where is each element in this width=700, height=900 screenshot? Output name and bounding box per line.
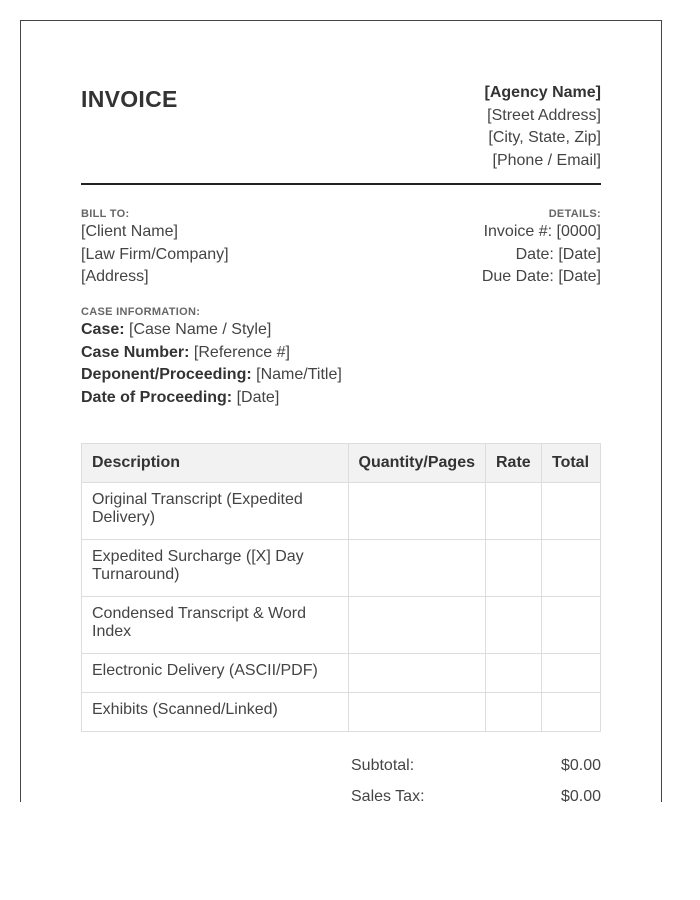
table-row bbox=[82, 597, 601, 654]
bill-to-label: BILL TO: bbox=[81, 208, 130, 220]
invoice-content bbox=[81, 21, 601, 802]
col-description: Description bbox=[82, 444, 349, 483]
item-quantity bbox=[348, 483, 485, 540]
table-row bbox=[82, 654, 601, 693]
item-rate bbox=[486, 654, 542, 693]
sales-tax-label: Sales Tax: bbox=[351, 788, 425, 802]
invoice-date: Date: [Date] bbox=[515, 245, 601, 263]
invoice-number: Invoice #: [0000] bbox=[483, 223, 601, 240]
totals-block bbox=[351, 757, 601, 802]
item-rate bbox=[486, 597, 542, 654]
item-quantity bbox=[348, 597, 485, 654]
case-info-label: CASE INFORMATION: bbox=[81, 306, 201, 318]
deponent-value: [Name/Title] bbox=[251, 366, 342, 383]
deponent-label: Deponent/Proceeding: bbox=[81, 366, 252, 383]
deponent-row bbox=[81, 364, 601, 387]
agency-city: [City, State, Zip] bbox=[488, 129, 601, 146]
proceeding-date-row bbox=[81, 387, 601, 410]
col-quantity: Quantity/Pages bbox=[348, 444, 485, 483]
case-label: Case: bbox=[81, 321, 125, 338]
agency-contact: [Phone / Email] bbox=[492, 151, 601, 169]
item-description: Electronic Delivery (ASCII/PDF) bbox=[82, 654, 349, 693]
sales-tax-value: $0.00 bbox=[560, 788, 601, 802]
law-firm: [Law Firm/Company] bbox=[81, 245, 229, 263]
item-quantity bbox=[348, 693, 485, 732]
item-description: Original Transcript (Expedited Delivery) bbox=[82, 483, 349, 540]
due-date: Due Date: [Date] bbox=[481, 268, 601, 285]
sales-tax-row bbox=[351, 788, 601, 802]
item-total bbox=[541, 597, 600, 654]
item-total bbox=[541, 693, 600, 732]
invoice-page bbox=[20, 20, 662, 802]
item-rate bbox=[486, 540, 542, 597]
subtotal-value: $0.00 bbox=[560, 757, 601, 774]
invoice-title: INVOICE bbox=[81, 86, 178, 112]
agency-name: [Agency Name] bbox=[484, 84, 601, 101]
agency-street: [Street Address] bbox=[487, 106, 601, 124]
details-block bbox=[482, 207, 601, 289]
table-row bbox=[82, 693, 601, 732]
item-rate bbox=[486, 693, 542, 732]
agency-block bbox=[485, 82, 601, 172]
item-rate bbox=[486, 483, 542, 540]
item-description: Condensed Transcript & Word Index bbox=[82, 597, 349, 654]
case-value: [Case Name / Style] bbox=[124, 321, 272, 338]
item-quantity bbox=[348, 540, 485, 597]
case-number-row bbox=[81, 342, 601, 365]
item-quantity bbox=[348, 654, 485, 693]
col-total: Total bbox=[541, 444, 600, 483]
subtotal-row bbox=[351, 757, 601, 788]
table-row bbox=[82, 540, 601, 597]
item-description: Exhibits (Scanned/Linked) bbox=[82, 693, 349, 732]
table-row bbox=[82, 483, 601, 540]
item-total bbox=[541, 540, 600, 597]
client-name: [Client Name] bbox=[81, 223, 178, 240]
subtotal-label: Subtotal: bbox=[351, 757, 415, 774]
case-row bbox=[81, 319, 601, 342]
bill-details-row bbox=[81, 185, 601, 305]
bill-to-block bbox=[81, 207, 229, 289]
invoice-header bbox=[81, 21, 601, 185]
item-description: Expedited Surcharge ([X] Day Turnaround) bbox=[82, 540, 349, 597]
item-total bbox=[541, 654, 600, 693]
col-rate: Rate bbox=[486, 444, 542, 483]
case-number-value: [Reference #] bbox=[189, 343, 290, 361]
table-header-row bbox=[82, 444, 601, 483]
client-address: [Address] bbox=[81, 268, 149, 285]
proceeding-date-label: Date of Proceeding: bbox=[81, 388, 233, 406]
line-items-table bbox=[81, 443, 601, 732]
case-information bbox=[81, 305, 601, 409]
proceeding-date-value: [Date] bbox=[232, 388, 280, 406]
case-number-label: Case Number: bbox=[81, 343, 190, 361]
details-label: DETAILS: bbox=[548, 208, 601, 220]
item-total bbox=[541, 483, 600, 540]
